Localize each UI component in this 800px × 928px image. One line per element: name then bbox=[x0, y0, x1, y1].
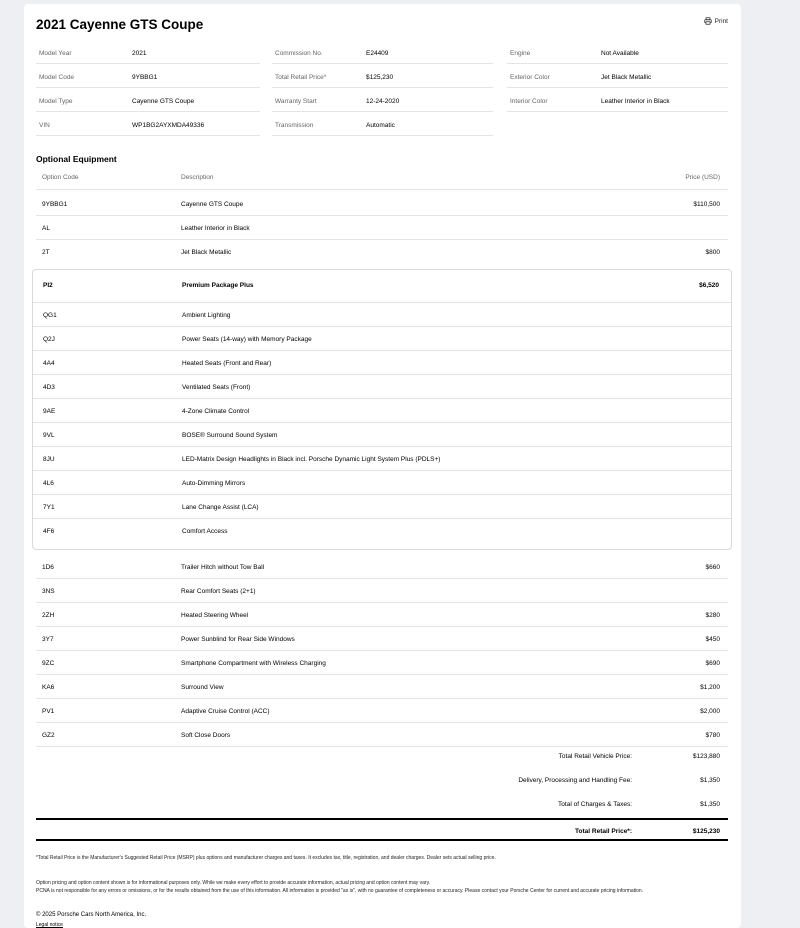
option-code: 4L6 bbox=[43, 480, 54, 487]
equipment-rows-top bbox=[36, 192, 728, 264]
equipment-row bbox=[33, 375, 731, 399]
option-price: $800 bbox=[705, 249, 720, 256]
premium-package-group bbox=[32, 269, 732, 550]
totals-rows bbox=[36, 746, 728, 818]
option-code: 9AE bbox=[43, 408, 56, 415]
window-card bbox=[24, 4, 741, 928]
equipment-row bbox=[36, 675, 728, 699]
option-description: Heated Steering Wheel bbox=[181, 612, 249, 619]
total-value: $1,350 bbox=[700, 777, 720, 784]
spec-label: Exterior Color bbox=[510, 74, 550, 81]
equipment-rows-bottom bbox=[36, 555, 728, 747]
grand-total-row bbox=[36, 818, 728, 841]
spec-value: Jet Black Metallic bbox=[601, 74, 652, 81]
specs-column-1 bbox=[36, 40, 260, 136]
option-price: $280 bbox=[705, 612, 720, 619]
option-price: $2,000 bbox=[700, 708, 720, 715]
spec-value: 12-24-2020 bbox=[366, 98, 400, 105]
totals-section bbox=[36, 746, 728, 841]
package-items bbox=[33, 303, 731, 543]
spec-row bbox=[272, 64, 493, 88]
option-description: Heated Seats (Front and Rear) bbox=[182, 360, 272, 367]
total-value: $1,350 bbox=[700, 801, 720, 808]
specs-column-3 bbox=[507, 40, 728, 112]
total-value: $123,880 bbox=[692, 753, 720, 760]
print-button[interactable] bbox=[704, 17, 728, 25]
equipment-row bbox=[33, 495, 731, 519]
total-row bbox=[36, 794, 728, 818]
spec-label: VIN bbox=[39, 122, 50, 129]
total-label: Delivery, Processing and Handling Fee: bbox=[518, 777, 632, 784]
option-price: $1,200 bbox=[700, 684, 720, 691]
option-price: $780 bbox=[705, 732, 720, 739]
spec-label: Engine bbox=[510, 50, 531, 57]
equipment-row bbox=[36, 555, 728, 579]
specs-column-2 bbox=[272, 40, 493, 136]
spec-value: WP1BG2AYXMDA49336 bbox=[132, 122, 205, 129]
option-code: 3Y7 bbox=[42, 636, 54, 643]
option-code: 4A4 bbox=[43, 360, 55, 367]
spec-value: Leather Interior in Black bbox=[601, 98, 670, 105]
equipment-row bbox=[33, 519, 731, 543]
printer-icon bbox=[704, 17, 712, 25]
option-description: Rear Comfort Seats (2+1) bbox=[181, 588, 256, 595]
equipment-row bbox=[36, 579, 728, 603]
option-description: Power Sunblind for Rear Side Windows bbox=[181, 636, 295, 643]
legal-notice-link[interactable]: Legal notice bbox=[36, 922, 63, 928]
option-code: 1D6 bbox=[42, 564, 54, 571]
equipment-row bbox=[33, 351, 731, 375]
spec-row bbox=[36, 40, 260, 64]
total-row bbox=[36, 770, 728, 794]
equipment-row bbox=[36, 192, 728, 216]
option-description: Soft Close Doors bbox=[181, 732, 231, 739]
option-description: 4-Zone Climate Control bbox=[182, 408, 250, 415]
option-code: 9YBBG1 bbox=[42, 201, 68, 208]
option-description: LED-Matrix Design Headlights in Black incl. Porsche Dynamic Light System Plus (PDLS+) bbox=[182, 456, 441, 463]
equipment-row bbox=[33, 423, 731, 447]
header-option-code: Option Code bbox=[42, 174, 79, 181]
spec-row bbox=[272, 40, 493, 64]
package-row bbox=[33, 270, 731, 303]
option-description: Comfort Access bbox=[182, 528, 228, 535]
spec-label: Model Code bbox=[39, 74, 75, 81]
option-code: PV1 bbox=[42, 708, 55, 715]
option-code: QG1 bbox=[43, 312, 57, 319]
option-description: Lane Change Assist (LCA) bbox=[182, 504, 259, 511]
equipment-row bbox=[36, 603, 728, 627]
equipment-row bbox=[33, 303, 731, 327]
option-code: KA6 bbox=[42, 684, 55, 691]
equipment-row bbox=[33, 327, 731, 351]
spec-row bbox=[272, 88, 493, 112]
spec-label: Commission No. bbox=[275, 50, 323, 57]
option-description: Adaptive Cruise Control (ACC) bbox=[181, 708, 270, 715]
spec-label: Warranty Start bbox=[275, 98, 317, 105]
option-description: BOSE® Surround Sound System bbox=[182, 432, 278, 439]
option-code: GZ2 bbox=[42, 732, 55, 739]
info-note-2: PCNA is not responsible for any errors or omissions, or for the results obtained from the use of this information. All information is provided "as is", with no guarantee of completeness or accuracy. Please contact your Porsche Center for current and accurate pricing information. bbox=[36, 888, 644, 894]
total-label: Total of Charges & Taxes: bbox=[558, 801, 632, 808]
spec-value: 2021 bbox=[132, 50, 147, 57]
spec-row bbox=[36, 88, 260, 112]
spec-row bbox=[272, 112, 493, 136]
equipment-row bbox=[36, 216, 728, 240]
package-code: PI2 bbox=[43, 282, 53, 289]
equipment-row bbox=[36, 240, 728, 264]
equipment-row bbox=[33, 447, 731, 471]
spec-value: 9YBBG1 bbox=[132, 74, 158, 81]
vehicle-specs bbox=[36, 40, 728, 138]
option-code: 2T bbox=[42, 249, 50, 256]
option-code: 4F6 bbox=[43, 528, 55, 535]
equipment-row bbox=[36, 651, 728, 675]
grand-total-label: Total Retail Price*: bbox=[575, 828, 632, 835]
spec-value: Not Available bbox=[601, 50, 639, 57]
spec-value: $125,230 bbox=[366, 74, 394, 81]
option-description: Ambient Lighting bbox=[182, 312, 231, 319]
option-description: Jet Black Metallic bbox=[181, 249, 232, 256]
copyright: © 2025 Porsche Cars North America, Inc. bbox=[36, 912, 147, 918]
spec-row bbox=[507, 88, 728, 112]
print-label: Print bbox=[714, 17, 728, 25]
spec-label: Interior Color bbox=[510, 98, 548, 105]
option-code: 9ZC bbox=[42, 660, 55, 667]
option-code: 4D3 bbox=[43, 384, 55, 391]
spec-label: Model Type bbox=[39, 98, 73, 105]
option-price: $690 bbox=[705, 660, 720, 667]
option-description: Power Seats (14-way) with Memory Package bbox=[182, 336, 312, 343]
equipment-row bbox=[36, 699, 728, 723]
equipment-row bbox=[36, 627, 728, 651]
grand-total-value: $125,230 bbox=[692, 828, 720, 835]
spec-label: Model Year bbox=[39, 50, 72, 57]
option-code: AL bbox=[42, 225, 50, 232]
equipment-row bbox=[33, 471, 731, 495]
option-price: $450 bbox=[705, 636, 720, 643]
equipment-row bbox=[36, 723, 728, 747]
info-note-1: Option pricing and option content shown is for informational purposes only. While we make every effort to provide accurate information, actual pricing and option content may vary. bbox=[36, 880, 431, 886]
option-code: 3NS bbox=[42, 588, 55, 595]
equipment-row bbox=[33, 399, 731, 423]
total-row bbox=[36, 746, 728, 770]
package-price: $6,520 bbox=[699, 282, 719, 289]
option-description: Trailer Hitch without Tow Ball bbox=[181, 564, 265, 571]
spec-value: Cayenne GTS Coupe bbox=[132, 98, 195, 105]
option-price: $660 bbox=[705, 564, 720, 571]
msrp-note: *Total Retail Price is the Manufacturer's Suggested Retail Price (MSRP) plus options and manufacturer charges and taxes. It excludes tax, title, registration, and dealer charges. Dealer sets actual selling price. bbox=[36, 855, 496, 861]
spec-row bbox=[36, 112, 260, 136]
equipment-table-header bbox=[36, 168, 728, 190]
option-description: Ventilated Seats (Front) bbox=[182, 384, 251, 391]
header-description: Description bbox=[181, 174, 214, 181]
option-description: Leather Interior in Black bbox=[181, 225, 250, 232]
option-code: Q2J bbox=[43, 336, 55, 343]
spec-label: Transmission bbox=[275, 122, 314, 129]
spec-row bbox=[507, 40, 728, 64]
option-description: Auto-Dimming Mirrors bbox=[182, 480, 246, 487]
option-code: 2ZH bbox=[42, 612, 55, 619]
total-label: Total Retail Vehicle Price: bbox=[558, 753, 632, 760]
spec-row bbox=[36, 64, 260, 88]
spec-value: Automatic bbox=[366, 122, 395, 129]
spec-label: Total Retail Price* bbox=[275, 74, 327, 81]
option-code: 8JU bbox=[43, 456, 55, 463]
option-description: Surround View bbox=[181, 684, 224, 691]
option-description: Smartphone Compartment with Wireless Charging bbox=[181, 660, 326, 667]
option-price: $110,500 bbox=[693, 201, 720, 208]
option-description: Cayenne GTS Coupe bbox=[181, 201, 244, 208]
package-description: Premium Package Plus bbox=[182, 282, 254, 289]
optional-equipment-title: Optional Equipment bbox=[36, 154, 117, 164]
page-title: 2021 Cayenne GTS Coupe bbox=[36, 17, 204, 32]
spec-value: E24409 bbox=[366, 50, 389, 57]
option-code: 7Y1 bbox=[43, 504, 55, 511]
spec-row bbox=[507, 64, 728, 88]
header-price: Price (USD) bbox=[685, 174, 720, 181]
option-code: 9VL bbox=[43, 432, 55, 439]
